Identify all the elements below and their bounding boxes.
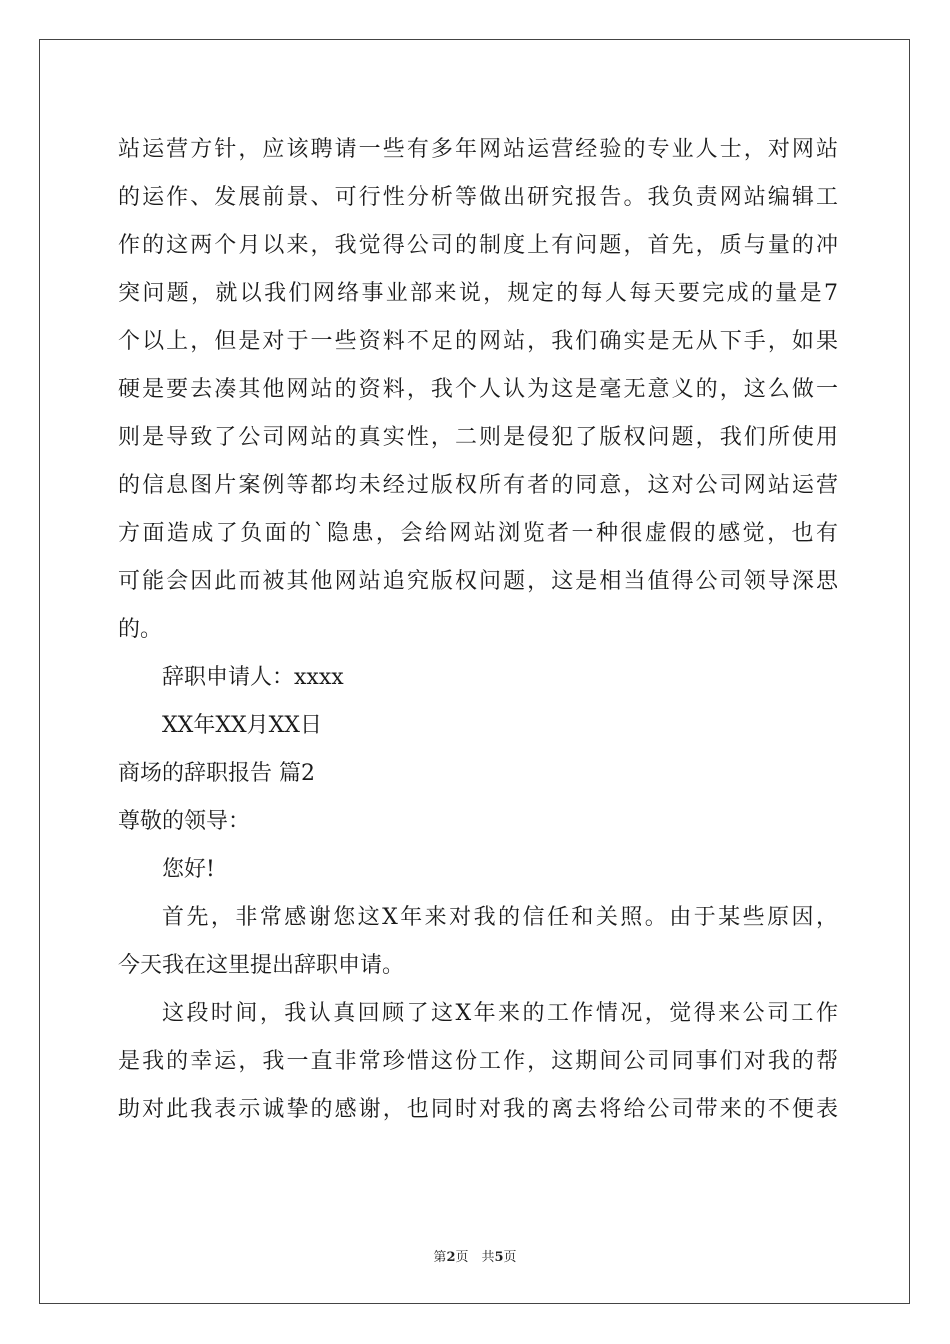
greeting: 您好! bbox=[162, 857, 215, 882]
text-line: 方面造成了负面的`隐患，会给网站浏览者一种很虚假的感觉，也有 bbox=[118, 521, 838, 546]
text-line: 这段时间，我认真回顾了这X年来的工作情况，觉得来公司工作 bbox=[162, 1001, 838, 1026]
text-line: 是我的幸运，我一直非常珍惜这份工作，这期间公司同事们对我的帮 bbox=[118, 1049, 838, 1074]
text-line: 站运营方针，应该聘请一些有多年网站运营经验的专业人士，对网站 bbox=[118, 137, 838, 162]
text-line: 个以上，但是对于一些资料不足的网站，我们确实是无从下手，如果 bbox=[118, 329, 838, 354]
text-line: 可能会因此而被其他网站追究版权问题，这是相当值得公司领导深思 bbox=[118, 569, 838, 594]
text-line: 的。 bbox=[118, 617, 163, 642]
signature-line: 辞职申请人：xxxx bbox=[162, 665, 344, 690]
text-line: 首先，非常感谢您这X年来对我的信任和关照。由于某些原因， bbox=[162, 905, 838, 930]
section-title: 商场的辞职报告 篇2 bbox=[118, 761, 315, 786]
page-current: 2 bbox=[446, 1250, 456, 1265]
paragraph-continued bbox=[118, 126, 838, 654]
page-mid: 页 共 bbox=[455, 1250, 495, 1265]
paragraph-review bbox=[118, 990, 838, 1134]
salutation: 尊敬的领导： bbox=[118, 809, 251, 834]
page-prefix: 第 bbox=[433, 1250, 447, 1265]
text-line: 则是导致了公司网站的真实性，二则是侵犯了版权问题，我们所使用 bbox=[118, 425, 838, 450]
paragraph-gratitude bbox=[118, 894, 838, 990]
page-footer bbox=[0, 1246, 950, 1265]
page-suffix: 页 bbox=[503, 1250, 517, 1265]
text-line: 的信息图片案例等都均未经过版权所有者的同意，这对公司网站运营 bbox=[118, 473, 838, 498]
text-line: 助对此我表示诚挚的感谢，也同时对我的离去将给公司带来的不便表 bbox=[118, 1097, 838, 1122]
text-line: 作的这两个月以来，我觉得公司的制度上有问题，首先，质与量的冲 bbox=[118, 233, 838, 258]
page-total: 5 bbox=[494, 1250, 504, 1265]
text-line: 的运作、发展前景、可行性分析等做出研究报告。我负责网站编辑工 bbox=[118, 185, 838, 210]
text-line: 硬是要去凑其他网站的资料，我个人认为这是毫无意义的，这么做一 bbox=[118, 377, 838, 402]
text-line: 今天我在这里提出辞职申请。 bbox=[118, 953, 405, 978]
text-line: 突问题，就以我们网络事业部来说，规定的每人每天要完成的量是7 bbox=[118, 281, 838, 306]
date-line: XX年XX月XX日 bbox=[162, 713, 322, 738]
document-body bbox=[118, 126, 838, 1134]
